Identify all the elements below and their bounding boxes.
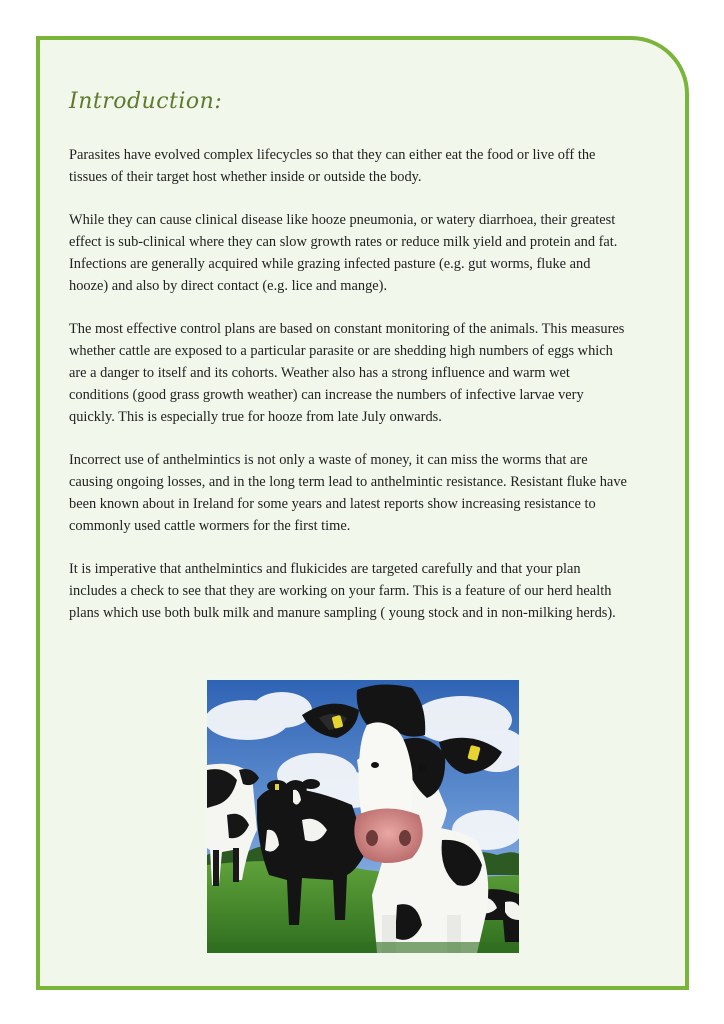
paragraph-3: The most effective control plans are based on constant monitoring of the animals. This measures whether cattle are exposed to a particular parasite or are shedding high numbers of eggs which are a danger to itself and its cohorts. Weather also has a strong influence and warm wet conditions (good grass growth weather) can increase the numbers of infective larvae very quickly. This is especially true for hooze from late July onwards. [69, 321, 625, 425]
cows-photo [207, 680, 519, 953]
paragraph-2: While they can cause clinical disease like hooze pneumonia, or watery diarrhoea, their greatest effect is sub-clinical where they can slow growth rates or reduce milk yield and protein and fat. Infections are generally acquired while grazing infected pasture (e.g. gut worms, fluke and hooze) and also by direct contact (e.g. lice and mange). [69, 212, 618, 294]
body-text [69, 145, 629, 646]
page-heading: Introduction: [69, 89, 223, 114]
paragraph-5: It is imperative that anthelmintics and flukicides are targeted carefully and that your plan includes a check to see that they are working on your farm. This is a feature of our herd health plans which use both bulk milk and manure sampling ( young stock and in non-milking herds). [69, 561, 616, 621]
paragraph-1: Parasites have evolved complex lifecycles so that they can either eat the food or live off the tissues of their target host whether inside or outside the body. [69, 147, 596, 185]
paragraph-4: Incorrect use of anthelmintics is not only a waste of money, it can miss the worms that are causing ongoing losses, and in the long term lead to anthelmintic resistance. Resistant fluke have been known about in Ireland for some years and latest reports show increasing resistance to commonly used cattle wormers for the first time. [69, 452, 627, 534]
